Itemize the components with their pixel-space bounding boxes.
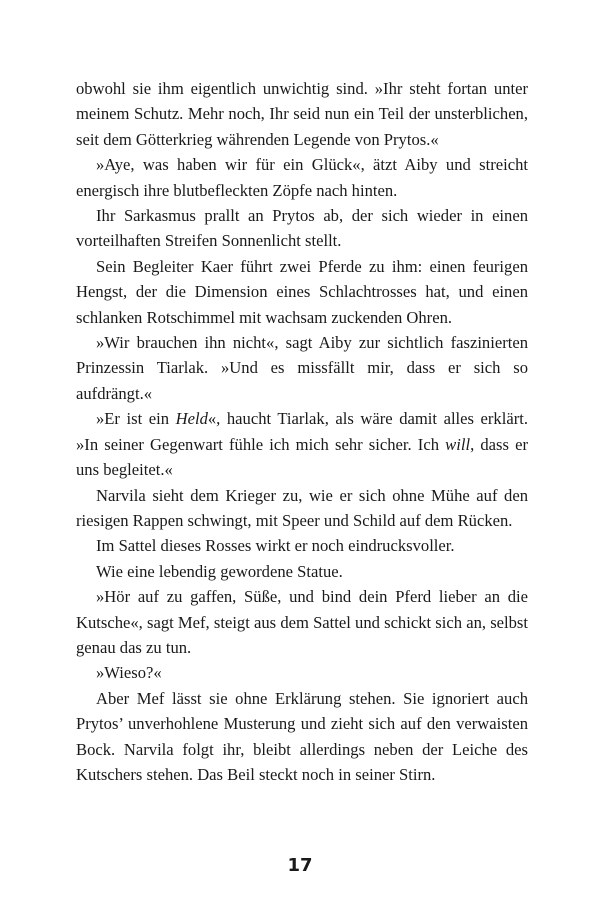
text-run: , dass er uns begleitet.« [76,434,528,480]
emphasis: will [445,434,471,454]
paragraph: »Wieso?« [96,663,162,683]
emphasis: Held [175,409,208,429]
paragraph: Wie eine lebendig gewordene Statue. [96,561,343,581]
paragraph: Im Sattel dieses Rosses wirkt er noch eindrucksvoller. [96,536,455,556]
paragraph: Sein Begleiter Kaer führt zwei Pferde zu ihm: einen feurigen Hengst, der die Dimension eines Schlachtrosses hat, und einen schlanken Rotschimmel mit wachsam zuckenden Ohren. [76,256,528,327]
paragraph: »Aye, was haben wir für ein Glück«, ätzt Aiby und streicht energisch ihre blutbefleckten Zöpfe nach hinten. [76,155,528,200]
body-text [76,76,528,787]
paragraph: Narvila sieht dem Krieger zu, wie er sich ohne Mühe auf den riesigen Rappen schwingt, mit Speer und Schild auf dem Rücken. [76,485,528,530]
paragraph: »Hör auf zu gaffen, Süße, und bind dein Pferd lieber an die Kutsche«, sagt Mef, steigt aus dem Sattel und schickt sich an, selbst genau das zu tun. [76,587,528,657]
paragraph [76,406,528,482]
paragraph: Ihr Sarkasmus prallt an Prytos ab, der sich wieder in einen vorteilhaften Streifen Sonnenlicht stellt. [76,206,528,251]
paragraph: Aber Mef lässt sie ohne Erklärung stehen. Sie ignoriert auch Prytos’ unverhohlene Musterung und zieht sich auf den verwaisten Bock. Narvila folgt ihr, bleibt allerdings neben der Leiche des Kutschers stehen. Das Beil steckt noch in seiner Stirn. [76,688,528,784]
text-run: »Er ist ein [96,409,176,429]
paragraph: obwohl sie ihm eigentlich unwichtig sind. »Ihr steht fortan unter meinem Schutz. Mehr noch, Ihr seid nun ein Teil der unsterblichen, seit dem Götterkrieg währenden Legende von Prytos.« [76,79,528,149]
paragraph: »Wir brauchen ihn nicht«, sagt Aiby zur sichtlich faszinierten Prinzessin Tiarlak. »Und es missfällt mir, dass er sich so aufdrängt.« [76,333,528,403]
page-number: 17 [287,855,313,876]
text-run: «, haucht Tiarlak, als wäre damit alles erklärt. »In seiner Gegenwart fühle ich mich sehr sicher. Ich [76,409,528,454]
